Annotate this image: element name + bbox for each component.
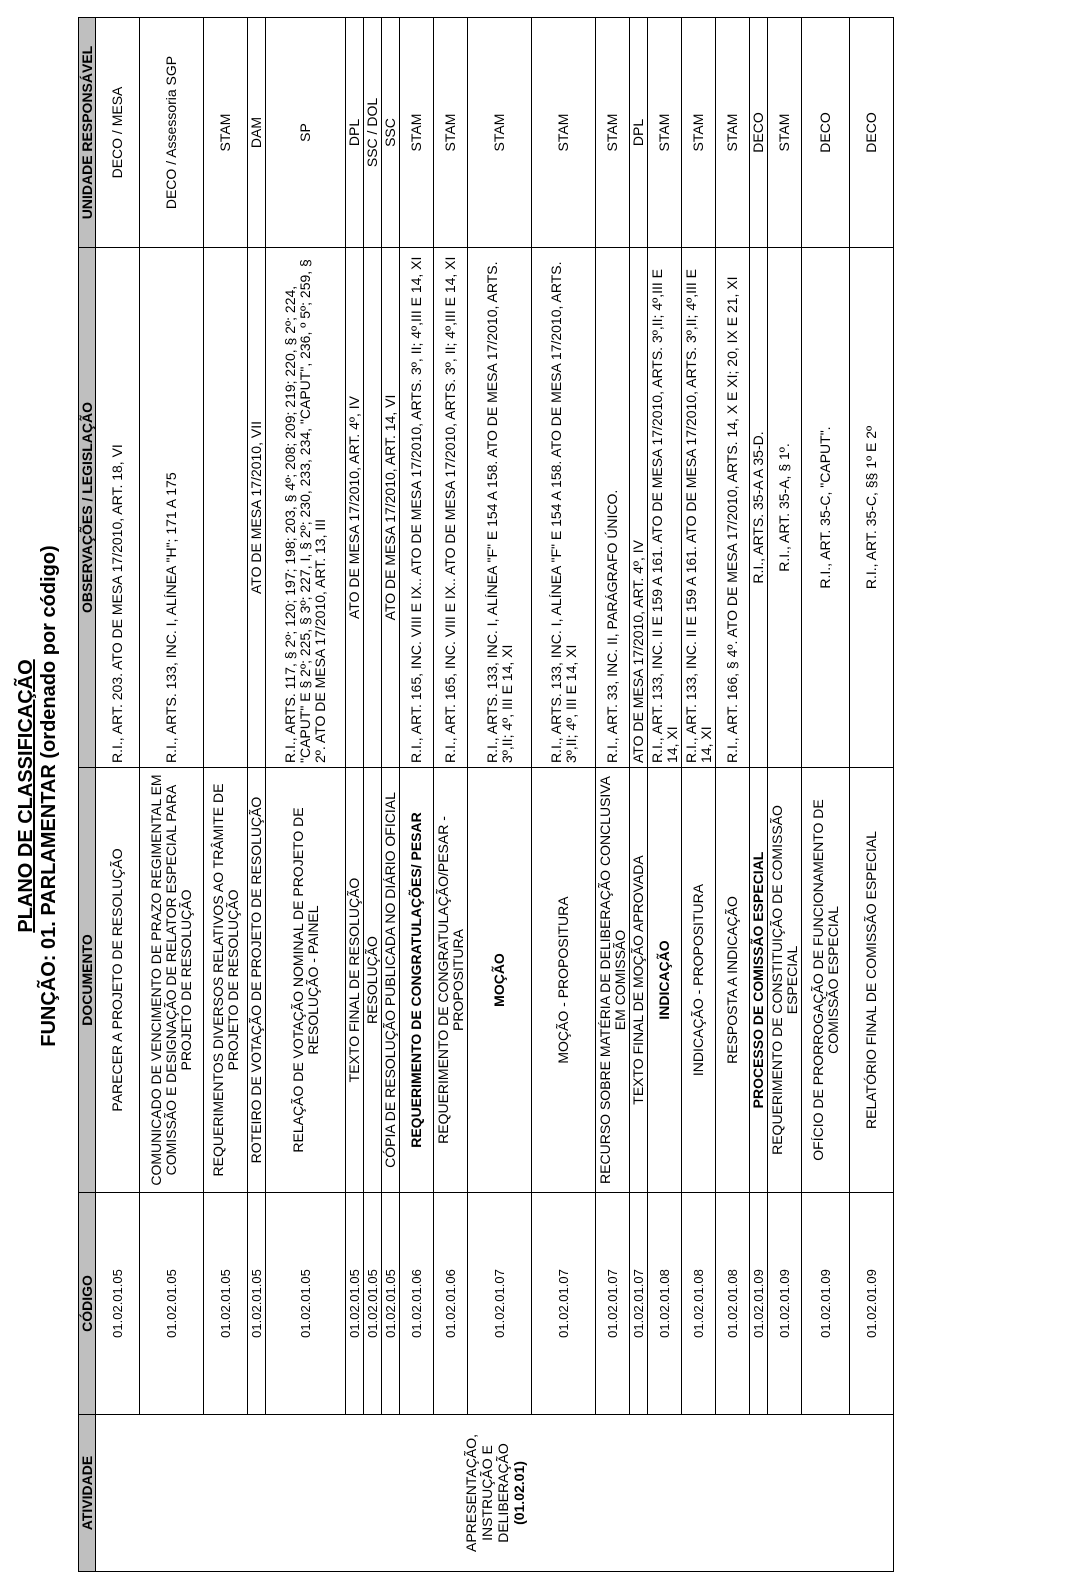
- unidade-cell: DECO: [850, 18, 894, 248]
- table-header-row: [79, 18, 96, 1572]
- observacoes-cell: R.I., ART. 203. ATO DE MESA 17/2010, ART. 18, VI: [96, 248, 140, 768]
- documento-cell: INDICAÇÃO - PROPOSITURA: [682, 768, 716, 1193]
- observacoes-cell: R.I., ARTS. 133, INC. I, ALÍNEA "H"; 171 A 175: [140, 248, 204, 768]
- unidade-cell: DECO: [802, 18, 850, 248]
- documento-cell: PARECER A PROJETO DE RESOLUÇÃO: [96, 768, 140, 1193]
- table-row: [96, 18, 140, 1572]
- codigo-cell: 01.02.01.07: [532, 1193, 596, 1415]
- documento-cell: ROTEIRO DE VOTAÇÃO DE PROJETO DE RESOLUÇÃO: [248, 768, 266, 1193]
- table-row: [596, 18, 630, 1572]
- observacoes-cell: R.I., ARTS. 35-A A 35-D.: [750, 248, 768, 768]
- observacoes-cell: R.I., ART. 33, INC. II, PARÁGRAFO ÚNICO.: [596, 248, 630, 768]
- documento-cell: RECURSO SOBRE MATÉRIA DE DELIBERAÇÃO CONCLUSIVA EM COMISSÃO: [596, 768, 630, 1193]
- table-row: [648, 18, 682, 1572]
- observacoes-cell: [364, 248, 382, 768]
- observacoes-cell: R.I., ARTS. 117, § 2º; 120; 197; 198; 203, § 4º; 208; 209; 219; 220, § 2º; 224, "CAPUT" E § 2º; 225, § 3º; 227, I, § 2º; 230, 233, 234, "CAPUT", 236, º 5º; 259, § 2º. ATO DE MESA 17/2010, ART. 13, III: [266, 248, 346, 768]
- observacoes-cell: R.I., ART. 133, INC. II E 159 A 161. ATO DE MESA 17/2010, ARTS. 3º,II; 4º,III E 14, XI: [648, 248, 682, 768]
- page-title: PLANO DE CLASSIFICAÇÃO: [15, 659, 37, 933]
- unidade-cell: STAM: [400, 18, 434, 248]
- codigo-cell: 01.02.01.05: [364, 1193, 382, 1415]
- documento-cell: RELAÇÃO DE VOTAÇÃO NOMINAL DE PROJETO DE RESOLUÇÃO - PAINEL: [266, 768, 346, 1193]
- codigo-cell: 01.02.01.08: [682, 1193, 716, 1415]
- unidade-cell: STAM: [204, 18, 248, 248]
- table-row: [140, 18, 204, 1572]
- unidade-cell: DECO / MESA: [96, 18, 140, 248]
- codigo-cell: 01.02.01.05: [140, 1193, 204, 1415]
- codigo-cell: 01.02.01.05: [346, 1193, 364, 1415]
- codigo-cell: 01.02.01.09: [802, 1193, 850, 1415]
- codigo-cell: 01.02.01.09: [750, 1193, 768, 1415]
- column-header-unidade: UNIDADE RESPONSÁVEL: [79, 18, 96, 248]
- documento-cell: COMUNICADO DE VENCIMENTO DE PRAZO REGIMENTAL EM COMISSÃO E DESIGNAÇÃO DE RELATOR ESPECIAL PARA PROJETO DE RESOLUÇÃO: [140, 768, 204, 1193]
- codigo-cell: 01.02.01.05: [248, 1193, 266, 1415]
- codigo-cell: 01.02.01.06: [400, 1193, 434, 1415]
- documento-cell: REQUERIMENTO DE CONGRATULAÇÃO/PESAR - PROPOSITURA: [434, 768, 468, 1193]
- table-row: [682, 18, 716, 1572]
- observacoes-cell: ATO DE MESA 17/2010, ART. 4º, IV: [346, 248, 364, 768]
- observacoes-cell: R.I., ART. 166, § 4º. ATO DE MESA 17/2010, ARTS. 14, X E XI; 20, IX E 21, XI: [716, 248, 750, 768]
- observacoes-cell: R.I., ARTS. 133, INC. I, ALÍNEA "F" E 154 A 158. ATO DE MESA 17/2010, ARTS. 3º,II; 4º, III E 14, XI: [468, 248, 532, 768]
- table-row: [716, 18, 750, 1572]
- documento-cell: REQUERIMENTO DE CONGRATULAÇÕES/ PESAR: [400, 768, 434, 1193]
- unidade-cell: STAM: [532, 18, 596, 248]
- observacoes-cell: [204, 248, 248, 768]
- codigo-cell: 01.02.01.06: [434, 1193, 468, 1415]
- documento-cell: RESOLUÇÃO: [364, 768, 382, 1193]
- codigo-cell: 01.02.01.09: [768, 1193, 802, 1415]
- table-row: [346, 18, 364, 1572]
- unidade-cell: STAM: [682, 18, 716, 248]
- table-row: [364, 18, 382, 1572]
- observacoes-cell: R.I., ART. 35-A, § 1º.: [768, 248, 802, 768]
- codigo-cell: 01.02.01.05: [96, 1193, 140, 1415]
- unidade-cell: SSC: [382, 18, 400, 248]
- observacoes-cell: R.I., ART. 133, INC. II E 159 A 161. ATO DE MESA 17/2010, ARTS. 3º,II; 4º,III E 14, XI: [682, 248, 716, 768]
- unidade-cell: STAM: [434, 18, 468, 248]
- documento-cell: RESPOSTA A INDICAÇÃO: [716, 768, 750, 1193]
- page-subtitle: FUNÇÃO: 01. PARLAMENTAR (ordenado por código): [38, 545, 60, 1047]
- unidade-cell: STAM: [596, 18, 630, 248]
- table-row: [204, 18, 248, 1572]
- table-row: [850, 18, 894, 1572]
- table-row: [532, 18, 596, 1572]
- unidade-cell: STAM: [768, 18, 802, 248]
- atividade-code: (01.02.01): [510, 1461, 527, 1525]
- codigo-cell: 01.02.01.07: [630, 1193, 648, 1415]
- unidade-cell: STAM: [648, 18, 682, 248]
- observacoes-cell: ATO DE MESA 17/2010, VII: [248, 248, 266, 768]
- documento-cell: MOÇÃO - PROPOSITURA: [532, 768, 596, 1193]
- codigo-cell: 01.02.01.05: [266, 1193, 346, 1415]
- classification-table: [78, 17, 894, 1572]
- unidade-cell: SSC / DOL: [364, 18, 382, 248]
- column-header-documento: DOCUMENTO: [79, 768, 96, 1193]
- codigo-cell: 01.02.01.08: [716, 1193, 750, 1415]
- documento-cell: MOÇÃO: [468, 768, 532, 1193]
- table-row: [400, 18, 434, 1572]
- codigo-cell: 01.02.01.05: [382, 1193, 400, 1415]
- documento-cell: TEXTO FINAL DE MOÇÃO APROVADA: [630, 768, 648, 1193]
- observacoes-cell: R.I., ARTS. 133, INC. I, ALÍNEA "F" E 154 A 158. ATO DE MESA 17/2010, ARTS. 3º,II; 4º, III E 14, XI: [532, 248, 596, 768]
- observacoes-cell: ATO DE MESA 17/2010, ART. 14, VI: [382, 248, 400, 768]
- atividade-name: APRESENTAÇÃO, INSTRUÇÃO E DELIBERAÇÃO: [462, 1434, 511, 1552]
- table-row: [768, 18, 802, 1572]
- unidade-cell: DPL: [346, 18, 364, 248]
- documento-cell: OFÍCIO DE PRORROGAÇÃO DE FUNCIONAMENTO DE COMISSÃO ESPECIAL: [802, 768, 850, 1193]
- table-row: [468, 18, 532, 1572]
- table-row: [802, 18, 850, 1572]
- observacoes-cell: ATO DE MESA 17/2010, ART. 4º, IV: [630, 248, 648, 768]
- observacoes-cell: R.I., ART. 35-C, "CAPUT".: [802, 248, 850, 768]
- documento-cell: INDICAÇÃO: [648, 768, 682, 1193]
- table-row: [630, 18, 648, 1572]
- unidade-cell: SP: [266, 18, 346, 248]
- unidade-cell: DECO / Assessoria SGP: [140, 18, 204, 248]
- unidade-cell: DPL: [630, 18, 648, 248]
- column-header-observacoes: OBSERVAÇÕES / LEGISLAÇÃO: [79, 248, 96, 768]
- documento-cell: REQUERIMENTO DE CONSTITUIÇÃO DE COMISSÃO ESPECIAL: [768, 768, 802, 1193]
- codigo-cell: 01.02.01.09: [850, 1193, 894, 1415]
- column-header-codigo: CÓDIGO: [79, 1193, 96, 1415]
- column-header-atividade: ATIVIDADE: [79, 1415, 96, 1572]
- unidade-cell: DAM: [248, 18, 266, 248]
- documento-cell: PROCESSO DE COMISSÃO ESPECIAL: [750, 768, 768, 1193]
- atividade-cell: [96, 1415, 894, 1572]
- table-row: [382, 18, 400, 1572]
- codigo-cell: 01.02.01.07: [596, 1193, 630, 1415]
- documento-cell: REQUERIMENTOS DIVERSOS RELATIVOS AO TRÂMITE DE PROJETO DE RESOLUÇÃO: [204, 768, 248, 1193]
- unidade-cell: DECO: [750, 18, 768, 248]
- observacoes-cell: R.I., ART. 35-C, §§ 1º E 2º: [850, 248, 894, 768]
- documento-cell: CÓPIA DE RESOLUÇÃO PUBLICADA NO DIÁRIO OFICIAL: [382, 768, 400, 1193]
- table-row: [750, 18, 768, 1572]
- unidade-cell: STAM: [468, 18, 532, 248]
- documento-cell: TEXTO FINAL DE RESOLUÇÃO: [346, 768, 364, 1193]
- table-row: [434, 18, 468, 1572]
- codigo-cell: 01.02.01.05: [204, 1193, 248, 1415]
- codigo-cell: 01.02.01.07: [468, 1193, 532, 1415]
- documento-cell: RELATÓRIO FINAL DE COMISSÃO ESPECIAL: [850, 768, 894, 1193]
- table-row: [248, 18, 266, 1572]
- observacoes-cell: R.I., ART. 165, INC. VIII E IX.. ATO DE MESA 17/2010, ARTS. 3º, II; 4º,III E 14, XI: [434, 248, 468, 768]
- table-row: [266, 18, 346, 1572]
- unidade-cell: STAM: [716, 18, 750, 248]
- observacoes-cell: R.I., ART. 165, INC. VIII E IX.. ATO DE MESA 17/2010, ARTS. 3º, II; 4º,III E 14, XI: [400, 248, 434, 768]
- codigo-cell: 01.02.01.08: [648, 1193, 682, 1415]
